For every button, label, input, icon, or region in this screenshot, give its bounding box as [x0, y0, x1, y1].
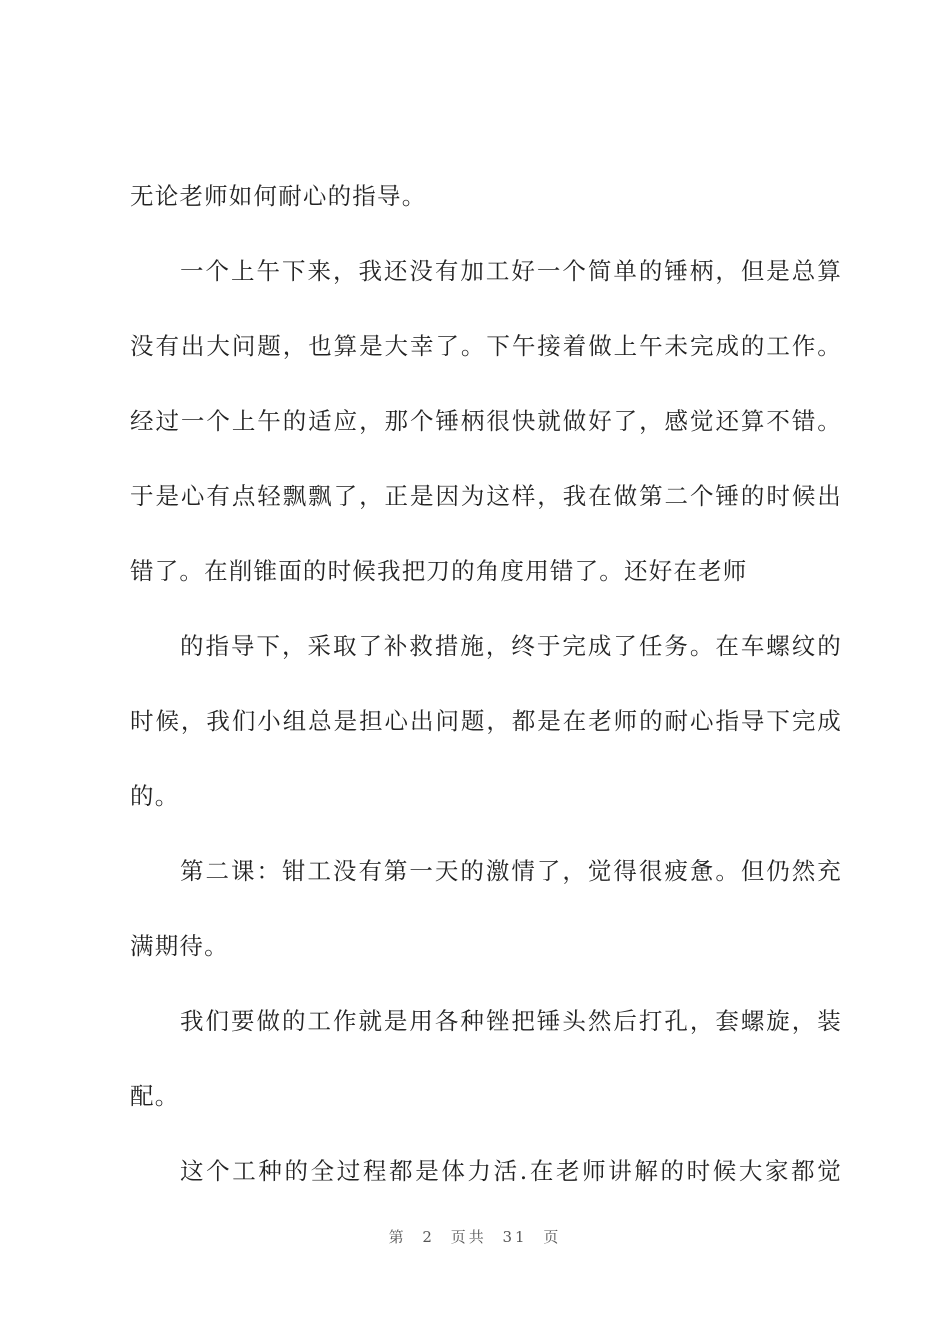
page-footer: [0, 1226, 950, 1247]
text-line: 这个工种的全过程都是体力活.在老师讲解的时候大家都觉: [180, 1157, 842, 1185]
text-line: 错了。在削锥面的时候我把刀的角度用错了。还好在老师: [130, 557, 748, 585]
text-line: 一个上午下来，我还没有加工好一个简单的锤柄，但是总算: [180, 257, 842, 285]
footer-prefix: 第: [388, 1228, 407, 1246]
footer-page-number: 2: [422, 1228, 435, 1246]
body-text: [130, 168, 842, 1218]
text-line: 时候，我们小组总是担心出问题，都是在老师的耐心指导下完成: [130, 707, 842, 735]
text-line: 无论老师如何耐心的指导。: [130, 182, 427, 210]
text-line: 没有出大问题，也算是大幸了。下午接着做上午未完成的工作。: [130, 332, 842, 360]
text-line: 的指导下，采取了补救措施，终于完成了任务。在车螺纹的: [180, 632, 842, 660]
text-line: 配。: [130, 1082, 180, 1110]
text-line: 满期待。: [130, 932, 229, 960]
text-line: 的。: [130, 782, 180, 810]
footer-total-pages: 31: [502, 1228, 528, 1246]
text-line: 经过一个上午的适应，那个锤柄很快就做好了，感觉还算不错。: [130, 407, 842, 435]
footer-suffix: 页: [543, 1228, 562, 1246]
text-line: 我们要做的工作就是用各种锉把锤头然后打孔，套螺旋，装: [180, 1007, 842, 1035]
text-line: 于是心有点轻飘飘了，正是因为这样，我在做第二个锤的时候出: [130, 482, 842, 510]
text-line: 第二课：钳工没有第一天的激情了，觉得很疲惫。但仍然充: [180, 857, 842, 885]
footer-middle: 页共: [450, 1228, 487, 1246]
